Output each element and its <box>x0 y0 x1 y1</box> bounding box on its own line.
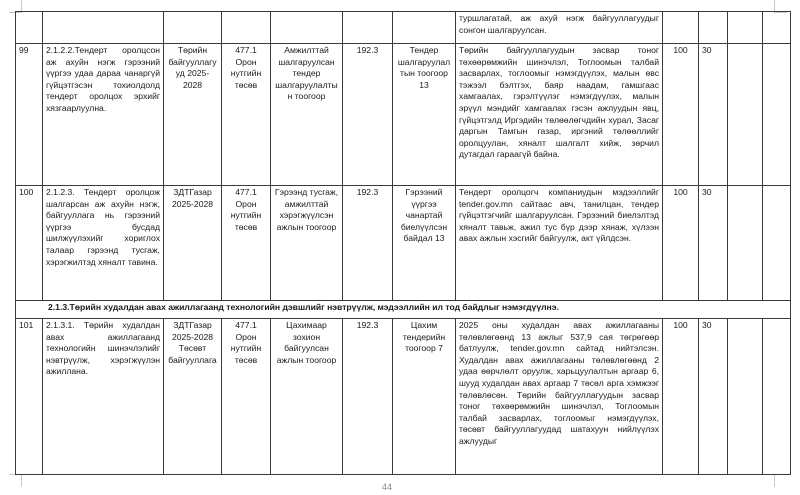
cell-target: Тендер шалгаруулалтын тоогоор 13 <box>393 44 456 186</box>
cell-baseline: 192.3 <box>343 44 393 186</box>
cell-budget: 477.1 Орон нутгийн төсөв <box>222 186 271 301</box>
cell-indicator: Гэрээнд тусгаж, амжилттай хэрэгжүүлсэн ажлын тоогоор <box>271 186 343 301</box>
section-row <box>16 301 791 319</box>
cell-result: туршлагатай, аж ахуй нэгж байгууллагуудыг сонгон шалгаруулсан. <box>456 12 663 44</box>
cell-empty <box>763 44 791 186</box>
cell-measure: 2.1.2.3. Тендерт оролцож шалгарсан аж ахуйн нэгж, байгууллага нь гэрээний үүргээ бусдад шилжүүлэхийг хориглох талаар гэрээнд тусгаж, хэрэгжилтэд хяналт тавина. <box>43 186 164 301</box>
cell-score1: 100 <box>663 44 699 186</box>
cell-empty <box>763 186 791 301</box>
cell-indicator: Цахимаар зохион байгуулсан ажлын тоогоор <box>271 319 343 475</box>
cell-indicator <box>271 12 343 44</box>
cell-target: Цахим тендерийн тоогоор 7 <box>393 319 456 475</box>
table-row <box>16 186 791 301</box>
section-heading: 2.1.3.Төрийн худалдан авах ажиллагаанд технологийн дэвшлийг нэвтрүүлж, мэдээллийн ил тод байдлыг нэмэгдүүлнэ. <box>16 301 791 319</box>
cell-no: 99 <box>16 44 43 186</box>
cell-measure: 2.1.2.2.Тендерт оролцсон аж ахуйн нэгж гэрээний үүргээ удаа дараа чанаргүй гүйцэтгэсэн тохиолдолд тендерт оролцох эрхийг хязгаарлуулна. <box>43 44 164 186</box>
cell-target: Гэрээний үүргээ чанартай биелүүлсэн байдал 13 <box>393 186 456 301</box>
cell-score2: 30 <box>699 319 728 475</box>
cell-empty <box>728 186 763 301</box>
cell-baseline <box>343 12 393 44</box>
cell-score1: 100 <box>663 186 699 301</box>
cell-empty <box>728 12 763 44</box>
cell-baseline: 192.3 <box>343 319 393 475</box>
page-corner-mark <box>9 474 22 487</box>
cell-budget <box>222 12 271 44</box>
cell-responsible <box>164 12 222 44</box>
cell-result: 2025 оны худалдан авах ажиллагааны төлөвлөгөөнд 13 ажлыг 537,9 сая төгрөгөөр батлуулж, tender.gov.mn сайтад нийтэлсэн. Худалдан авах ажиллагааны төлөвлөгөөнд 2 удаа өөрчлөлт оруулж, харьцуулалтын аргаар 6, шууд худалдан авах аргаар 7 төсөл арга хэмжээг төлөвлөсөн. Төрийн байгууллагуудын засвар тоног төхөөрөмжийн шинэчлэл, Тоглоомын талбай засварлах, тоглоомыг нэмэгдүүлэх, төсөвт байгууллагуудад шатахуун нийлүүлэх ажлуудыг <box>456 319 663 475</box>
cell-measure: 2.1.3.1. Төрийн худалдан авах ажиллагаанд технологийн шинэчлэлийг нэвтрүүлж, хэрэгжүүлэн ажиллана. <box>43 319 164 475</box>
cell-score2 <box>699 12 728 44</box>
cell-budget: 477.1 Орон нутгийн төсөв <box>222 44 271 186</box>
cell-empty <box>728 319 763 475</box>
action-plan-table <box>15 11 791 475</box>
page-corner-mark <box>774 474 787 487</box>
cell-responsible: Төрийн байгууллагууд 2025-2028 <box>164 44 222 186</box>
cell-score1 <box>663 12 699 44</box>
cell-indicator: Амжилттай шалгаруулсан тендер шалгаруулалтын тоогоор <box>271 44 343 186</box>
cell-no: 100 <box>16 186 43 301</box>
cell-score1: 100 <box>663 319 699 475</box>
cell-responsible: ЗДТГазар 2025-2028 Төсөвт байгууллага <box>164 319 222 475</box>
cell-baseline: 192.3 <box>343 186 393 301</box>
cell-score2: 30 <box>699 44 728 186</box>
cell-score2: 30 <box>699 186 728 301</box>
cell-empty <box>763 12 791 44</box>
cell-no: 101 <box>16 319 43 475</box>
cell-empty <box>763 319 791 475</box>
cell-target <box>393 12 456 44</box>
cell-empty <box>728 44 763 186</box>
cell-measure <box>43 12 164 44</box>
cell-responsible: ЗДТГазар 2025-2028 <box>164 186 222 301</box>
cell-result: Тендерт оролцогч компаниудын мэдээллийг tender.gov.mn сайтаас авч, танилцан, тендер гүйцэтгэгчийг шалгаруулсан. Гэрээний биелэлтэд хяналт тавьж, ажил тус бүр дээр хянаж, хүлээн авах ажлын хэсгийг байгуулж, акт үйлдсэн. <box>456 186 663 301</box>
table-row <box>16 12 791 44</box>
cell-budget: 477.1 Орон нутгийн төсөв <box>222 319 271 475</box>
page-number: 44 <box>382 482 393 492</box>
cell-no <box>16 12 43 44</box>
table-row <box>16 44 791 186</box>
cell-result: Төрийн байгууллагуудын засвар тоног төхөөрөмжийн шинэчлэл, Тоглоомын талбай засварлах, тоглоомыг нэмэгдүүлэх, малын өвс тэжээл бэлтгэх, баяр наадам, гамшгаас хамгаалах, гэрэлтүүлэг нэмэгдүүлэх, малын эрүүл мэндийг хамгаалах гэсэн ажлуудын явц, гүйцэтгэлд Иргэдийн төлөөлөгчдийн хурал, Засаг даргын Тамгын газар, иргэний төлөөллийг оролцуулан, хяналт шалгалт хийж, зөрчил дутагдал гараагүй байна. <box>456 44 663 186</box>
table-row <box>16 319 791 475</box>
